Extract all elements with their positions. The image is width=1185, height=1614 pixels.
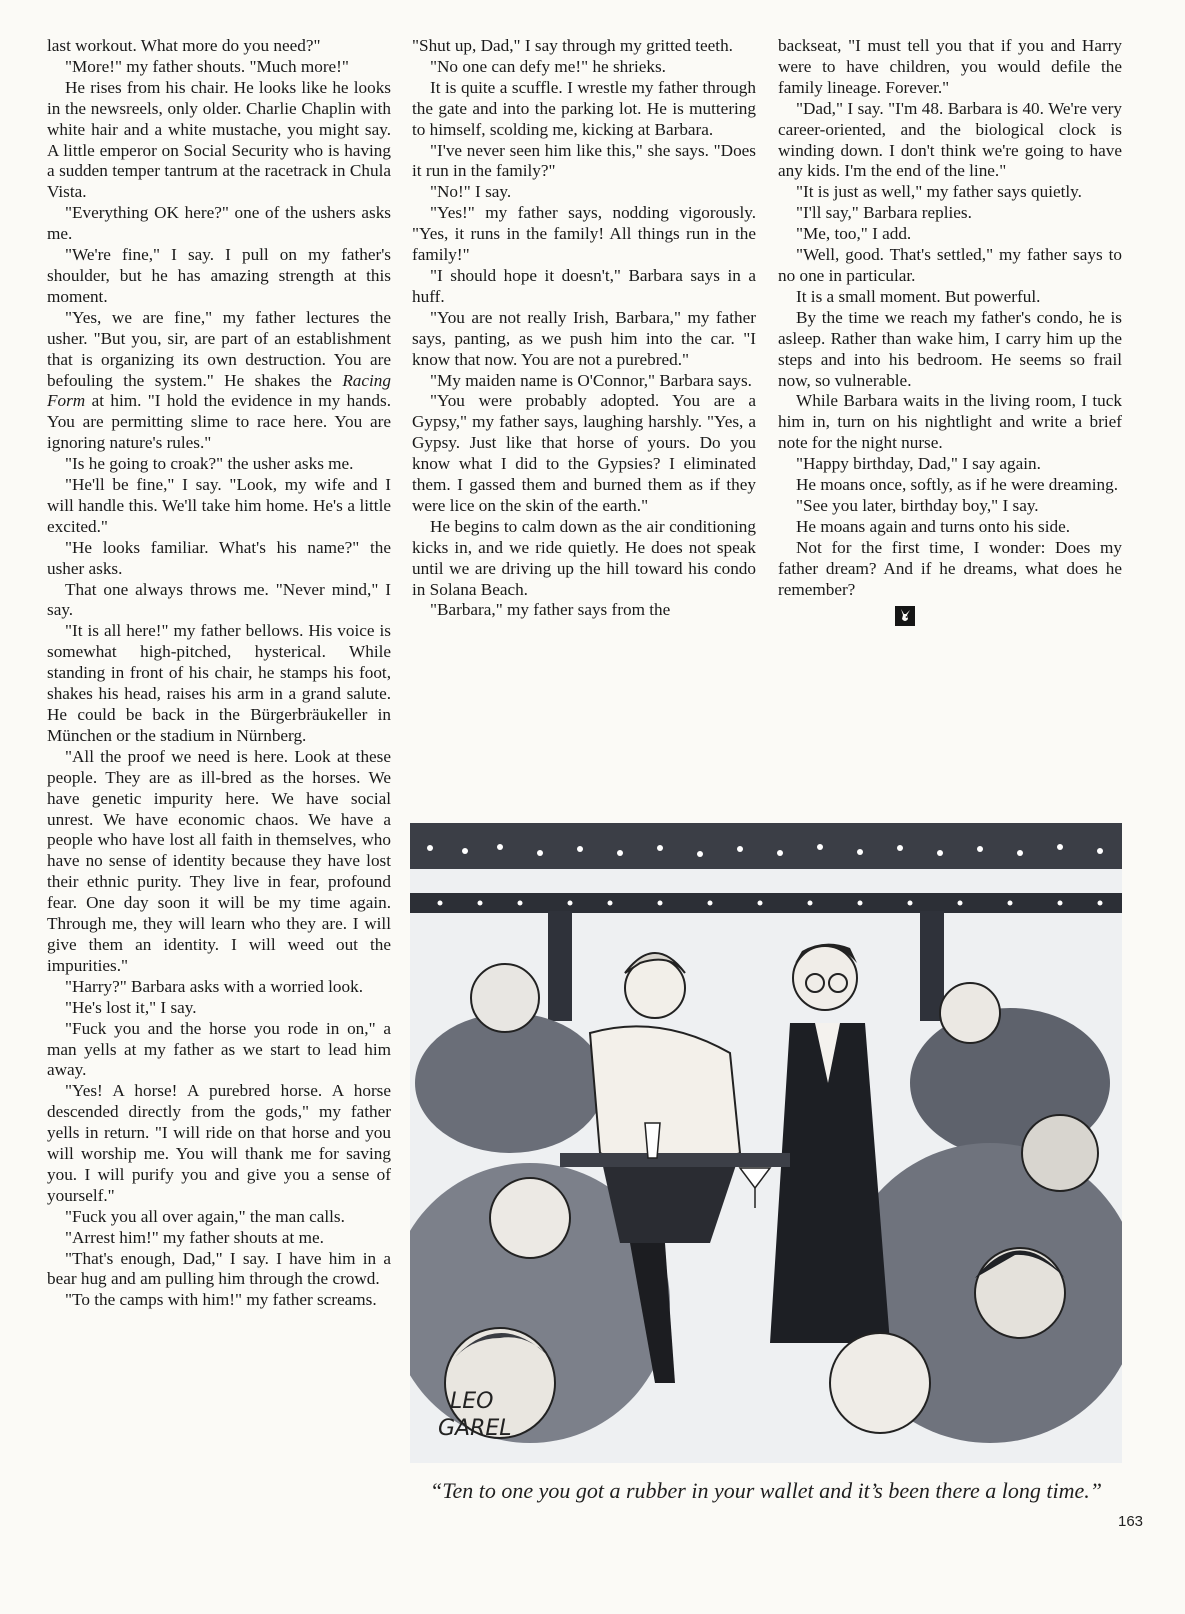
paragraph: "Arrest him!" my father shouts at me. [65, 1227, 324, 1247]
paragraph: "It is just as well," my father says quietly. [796, 182, 1082, 202]
paragraph: He moans once, softly, as if he were dreaming. [796, 475, 1118, 495]
paragraph: By the time we reach my father's condo, he is asleep. Rather than wake him, I carry him up the steps and into his bedroom. He seems so frail now, so vulnerable. [778, 307, 1122, 390]
text-column-1 [47, 36, 391, 1311]
paragraph: "Yes!" my father says, nodding vigorously. "Yes, it runs in the family! All things run in the family!" [412, 203, 756, 265]
paragraph: "He looks familiar. What's his name?" the usher asks. [47, 537, 391, 578]
paragraph: "See you later, birthday boy," I say. [796, 495, 1039, 515]
paragraph: "Fuck you and the horse you rode in on," a man yells at my father as we start to lead him away. [47, 1018, 391, 1080]
text-column-3 [778, 36, 1122, 626]
paragraph: "Happy birthday, Dad," I say again. [796, 454, 1041, 474]
paragraph: "All the proof we need is here. Look at these people. They are as ill-bred as the horses. We have genetic impurity here. We have social unrest. We have economic chaos. We have a people who have lost all faith in themselves, who have no sense of identity because they have lost their ethnic purity. They live in fear, profound fear. One day soon it will be my time again. Through me, they will learn who they are. I will give them an identity. I will weed out the impurities." [47, 746, 391, 975]
paragraph: "I've never seen him like this," she says. "Does it run in the family?" [412, 140, 756, 181]
paragraph: "Yes! A horse! A purebred horse. A horse descended directly from the gods," my father yells in return. "I will ride on that horse and you will worship me. You will thank me for saving you. I will purify you and give you a sense of yourself." [47, 1081, 391, 1205]
paragraph: "No!" I say. [430, 182, 512, 202]
paragraph: "I'll say," Barbara replies. [796, 203, 972, 223]
artist-signature-line1: LEO [450, 1389, 494, 1414]
paragraph: "Is he going to croak?" the usher asks me. [65, 454, 354, 474]
paragraph: It is a small moment. But powerful. [796, 286, 1041, 306]
paragraph-text: at him. "I hold the evidence in my hands. You are permitting slime to race here. You are ignoring nature's rules." [47, 391, 392, 453]
paragraph: "Dad," I say. "I'm 48. Barbara is 40. We're very career-oriented, and the biological clock is winding down. I don't think we're going to have any kids. I'm the end of the line." [778, 98, 1122, 181]
paragraph: "Well, good. That's settled," my father says to no one in particular. [778, 245, 1122, 285]
paragraph: backseat, "I must tell you that if you and Harry were to have children, you would defile the family lineage. Forever." [778, 36, 1122, 97]
paragraph: It is quite a scuffle. I wrestle my father through the gate and into the parking lot. He is muttering to himself, scolding me, kicking at Barbara. [412, 77, 756, 139]
nightclub-scene-drawing [410, 823, 1122, 1463]
artist-signature-line2: GAREL [438, 1416, 512, 1441]
paragraph: "He'll be fine," I say. "Look, my wife and I will handle this. We'll take him home. He's a little excited." [47, 475, 391, 536]
paragraph: That one always throws me. "Never mind," I say. [47, 579, 391, 620]
rabbit-head-icon [898, 608, 912, 624]
paragraph: "That's enough, Dad," I say. I have him in a bear hug and am pulling him through the crowd. [47, 1248, 391, 1289]
paragraph: "I should hope it doesn't," Barbara says in a huff. [412, 265, 756, 306]
paragraph: "Fuck you all over again," the man calls. [65, 1206, 345, 1226]
paragraph: "More!" my father shouts. "Much more!" [65, 56, 349, 76]
cartoon-illustration [410, 823, 1122, 1463]
paragraph: "Harry?" Barbara asks with a worried look. [65, 976, 364, 996]
paragraph: "We're fine," I say. I pull on my father's shoulder, but he has amazing strength at this moment. [47, 245, 391, 306]
cartoon-caption: “Ten to one you got a rubber in your wallet and it’s been there a long time.” [430, 1478, 1102, 1503]
paragraph: "You were probably adopted. You are a Gypsy," my father says, laughing harshly. "Yes, a Gypsy. Just like that horse of yours. Do you know what I did to the Gypsies? I eliminated them. I gassed them and burned them as if they were lice on the skin of the earth." [412, 391, 756, 515]
paragraph: "Everything OK here?" one of the ushers asks me. [47, 203, 391, 244]
paragraph: "No one can defy me!" he shrieks. [430, 56, 666, 76]
paragraph [47, 308, 391, 454]
paragraph: "My maiden name is O'Connor," Barbara says. [430, 370, 752, 390]
paragraph: Not for the first time, I wonder: Does my father dream? And if he dreams, what does he remember? [778, 537, 1122, 599]
paragraph: last workout. What more do you need?" [47, 36, 321, 55]
italic-title: Racing Form [47, 370, 391, 411]
paragraph: He moans again and turns onto his side. [796, 516, 1071, 536]
paragraph: "Barbara," my father says from the [430, 600, 671, 620]
page-number: 163 [1118, 1513, 1144, 1530]
paragraph: "You are not really Irish, Barbara," my father says, panting, as we push him into the car. "I know that now. You are not a purebred." [412, 307, 756, 369]
rabbit-head-end-mark-icon [895, 606, 915, 626]
text-column-2 [412, 36, 756, 621]
paragraph: While Barbara waits in the living room, I tuck him in, turn on his nightlight and write a brief note for the night nurse. [778, 391, 1122, 453]
paragraph: "He's lost it," I say. [65, 997, 197, 1017]
paragraph: "To the camps with him!" my father screams. [65, 1290, 377, 1310]
paragraph: "Me, too," I add. [796, 224, 912, 244]
paragraph: He begins to calm down as the air conditioning kicks in, and we ride quietly. He does not speak until we are driving up the hill toward his condo in Solana Beach. [412, 516, 756, 599]
paragraph: "Shut up, Dad," I say through my gritted teeth. [412, 36, 733, 55]
paragraph: He rises from his chair. He looks like he looks in the newsreels, only older. Charlie Chaplin with white hair and a white mustache, you might say. A little emperor on Social Security who is having a sudden temper tantrum at the racetrack in Chula Vista. [47, 77, 391, 202]
paragraph-text: "Yes, we are fine," my father lectures the usher. "But you, sir, are part of an establishment that is organizing its own destruction. You are befouling the system." He shakes the [47, 307, 391, 390]
paragraph: "It is all here!" my father bellows. His voice is somewhat high-pitched, hysterical. While standing in front of his chair, he stamps his foot, shakes his head, raises his arm in a grand salute. He could be back in the Bürgerbräukeller in München or the stadium in Nürnberg. [47, 621, 391, 745]
